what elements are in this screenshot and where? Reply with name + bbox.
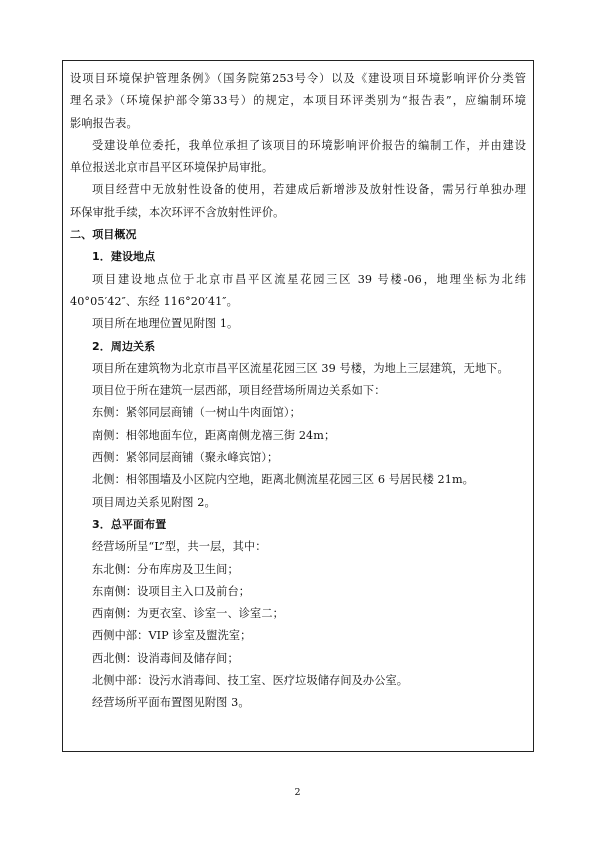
subsection-heading-location: 1．建设地点 xyxy=(92,250,156,264)
commission-line-2: 单位报送北京市昌平区环境保护局审批。 xyxy=(70,161,274,175)
commission-line-1: 受建设单位委托，我单位承担了该项目的环境影响评价报告的编制工作，并由建设 xyxy=(92,138,526,152)
surroundings-west: 西侧：紧邻同层商铺（聚永峰宾馆）； xyxy=(92,451,279,465)
surroundings-south: 南侧：相邻地面车位，距离南侧龙禧三街 24m； xyxy=(92,428,336,442)
document-frame xyxy=(62,60,534,752)
location-line-1: 项目建设地点位于北京市昌平区流星花园三区 39 号楼-06，地理坐标为北纬 xyxy=(92,272,526,286)
surroundings-north: 北侧：相邻围墙及小区院内空地，距离北侧流星花园三区 6 号居民楼 21m。 xyxy=(92,473,474,487)
subsection-heading-layout: 3．总平面布置 xyxy=(92,517,167,531)
radiation-line-2: 环保审批手续，本次环评不含放射性评价。 xyxy=(70,205,285,219)
layout-see: 经营场所平面布置图见附图 3。 xyxy=(92,696,250,710)
document-content xyxy=(63,68,533,715)
layout-southwest: 西南侧：为更衣室、诊室一、诊室二； xyxy=(92,607,284,621)
page-number: 2 xyxy=(294,787,301,798)
layout-northwest: 西北侧：设消毒间及储存间； xyxy=(92,651,239,665)
intro-line-3: 影响报告表。 xyxy=(70,116,138,130)
section-heading: 二、项目概况 xyxy=(70,228,137,242)
layout-west-middle: 西侧中部：VIP 诊室及盥洗室； xyxy=(92,629,252,643)
subsection-heading-surroundings: 2．周边关系 xyxy=(92,339,156,353)
intro-line-2: 理名录》（环境保护部令第33号）的规定，本项目环评类别为“报告表”，应编制环境 xyxy=(70,94,526,108)
surroundings-east: 东侧：紧邻同层商铺（一树山牛肉面馆）； xyxy=(92,406,301,420)
radiation-line-1: 项目经营中无放射性设备的使用，若建成后新增涉及放射性设备，需另行单独办理 xyxy=(92,183,526,197)
layout-line-1: 经营场所呈“L”型，共一层，其中： xyxy=(92,540,267,554)
intro-line-1: 设项目环境保护管理条例》（国务院第253号令）以及《建设项目环境影响评价分类管 xyxy=(70,72,526,85)
surroundings-see: 项目周边关系见附图 2。 xyxy=(92,495,216,509)
layout-southeast: 东南侧：设项目主入口及前台； xyxy=(92,584,251,598)
surroundings-line-1: 项目所在建筑物为北京市昌平区流星花园三区 39 号楼，为地上三层建筑，无地下。 xyxy=(92,361,509,375)
surroundings-line-2: 项目位于所在建筑一层西部，项目经营场所周边关系如下： xyxy=(92,384,386,398)
location-line-3: 项目所在地理位置见附图 1。 xyxy=(92,317,239,331)
layout-northeast: 东北侧：分布库房及卫生间； xyxy=(92,562,239,576)
location-line-2: 40°05′42″、东经 116°20′41″。 xyxy=(70,294,238,308)
layout-north-middle: 北侧中部：设污水消毒间、技工室、医疗垃圾储存间及办公室。 xyxy=(92,674,409,688)
